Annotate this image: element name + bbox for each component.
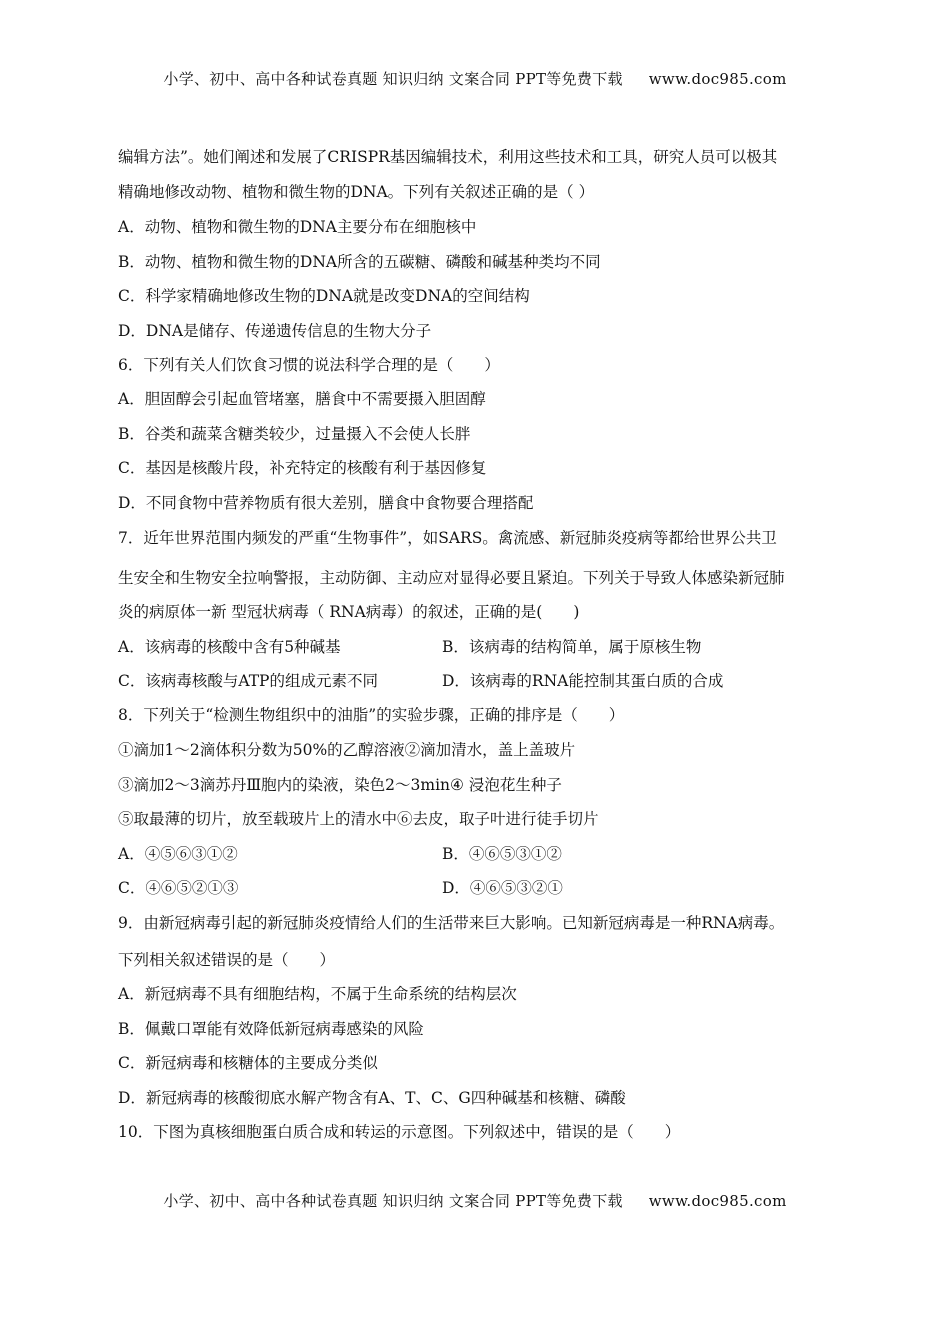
q8-option-b: B．④⑥⑤③①② (442, 845, 562, 863)
q9-stem-line1: 9．由新冠病毒引起的新冠肺炎疫情给人们的生活带来巨大影响。已知新冠病毒是一种RNA病毒。 (118, 914, 785, 932)
q9-option-a: A．新冠病毒不具有细胞结构，不属于生命系统的结构层次 (118, 985, 517, 1003)
q5-option-c: C．科学家精确地修改生物的DNA就是改变DNA的空间结构 (118, 287, 530, 305)
header-text: 小学、初中、高中各种试卷真题 知识归纳 文案合同 PPT等免费下载 (163, 70, 623, 88)
q7-option-c: C．该病毒核酸与ATP的组成元素不同 (118, 672, 378, 690)
q8-steps-line3: ⑤取最薄的切片，放至载玻片上的清水中⑥去皮，取子叶进行徒手切片 (118, 810, 599, 828)
q5-stem-line1: 编辑方法”。她们阐述和发展了CRISPR基因编辑技术，利用这些技术和工具，研究人员可以极其 (118, 148, 778, 166)
q8-option-c: C．④⑥⑤②①③ (118, 879, 239, 897)
q7-stem-line3: 炎的病原体一新 型冠状病毒（ RNA病毒）的叙述，正确的是( ) (118, 603, 580, 621)
q6-option-a: A．胆固醇会引起血管堵塞，膳食中不需要摄入胆固醇 (118, 390, 486, 408)
q8-option-a: A．④⑤⑥③①② (118, 845, 238, 863)
q5-stem-line2: 精确地修改动物、植物和微生物的DNA。下列有关叙述正确的是（ ） (118, 183, 595, 201)
q6-option-b: B．谷类和蔬菜含糖类较少，过量摄入不会使人长胖 (118, 425, 471, 443)
q8-steps-line2: ③滴加2～3滴苏丹Ⅲ胞内的染液，染色2～3min④ 浸泡花生种子 (118, 776, 562, 794)
q6-option-d: D．不同食物中营养物质有很大差别，膳食中食物要合理搭配 (118, 494, 534, 512)
q8-stem: 8．下列关于“检测生物组织中的油脂”的实验步骤，正确的排序是（ ） (118, 706, 625, 724)
q5-option-b: B．动物、植物和微生物的DNA所含的五碳糖、磷酸和碱基种类均不同 (118, 253, 601, 271)
q10-stem: 10．下图为真核细胞蛋白质合成和转运的示意图。下列叙述中，错误的是（ ） (118, 1123, 681, 1141)
q9-option-b: B．佩戴口罩能有效降低新冠病毒感染的风险 (118, 1020, 424, 1038)
footer-url: www.doc985.com (648, 1192, 787, 1210)
q7-option-a: A．该病毒的核酸中含有5种碱基 (118, 638, 341, 656)
footer-text: 小学、初中、高中各种试卷真题 知识归纳 文案合同 PPT等免费下载 (163, 1192, 623, 1210)
q9-option-c: C．新冠病毒和核糖体的主要成分类似 (118, 1054, 378, 1072)
q5-option-a: A．动物、植物和微生物的DNA主要分布在细胞核中 (118, 218, 477, 236)
q6-option-c: C．基因是核酸片段，补充特定的核酸有利于基因修复 (118, 459, 487, 477)
q7-option-d: D．该病毒的RNA能控制其蛋白质的合成 (442, 672, 724, 690)
q8-steps-line1: ①滴加1～2滴体积分数为50%的乙醇溶液②滴加清水，盖上盖玻片 (118, 741, 576, 759)
q7-stem-line2: 生安全和生物安全拉响警报，主动防御、主动应对显得必要且紧迫。下列关于导致人体感染新冠肺 (118, 569, 785, 587)
q6-stem: 6．下列有关人们饮食习惯的说法科学合理的是（ ） (118, 356, 500, 374)
q7-option-b: B．该病毒的结构简单，属于原核生物 (442, 638, 702, 656)
page-header (0, 68, 950, 89)
header-url: www.doc985.com (648, 70, 787, 88)
page-footer (0, 1190, 950, 1211)
q5-option-d: D．DNA是储存、传递遗传信息的生物大分子 (118, 322, 432, 340)
q9-option-d: D．新冠病毒的核酸彻底水解产物含有A、T、C、G四种碱基和核糖、磷酸 (118, 1089, 626, 1107)
q7-stem-line1: 7．近年世界范围内频发的严重“生物事件”，如SARS。禽流感、新冠肺炎疫病等都给世界公共卫 (118, 529, 777, 547)
q9-stem-line2: 下列相关叙述错误的是（ ） (118, 951, 336, 969)
q8-option-d: D．④⑥⑤③②① (442, 879, 563, 897)
